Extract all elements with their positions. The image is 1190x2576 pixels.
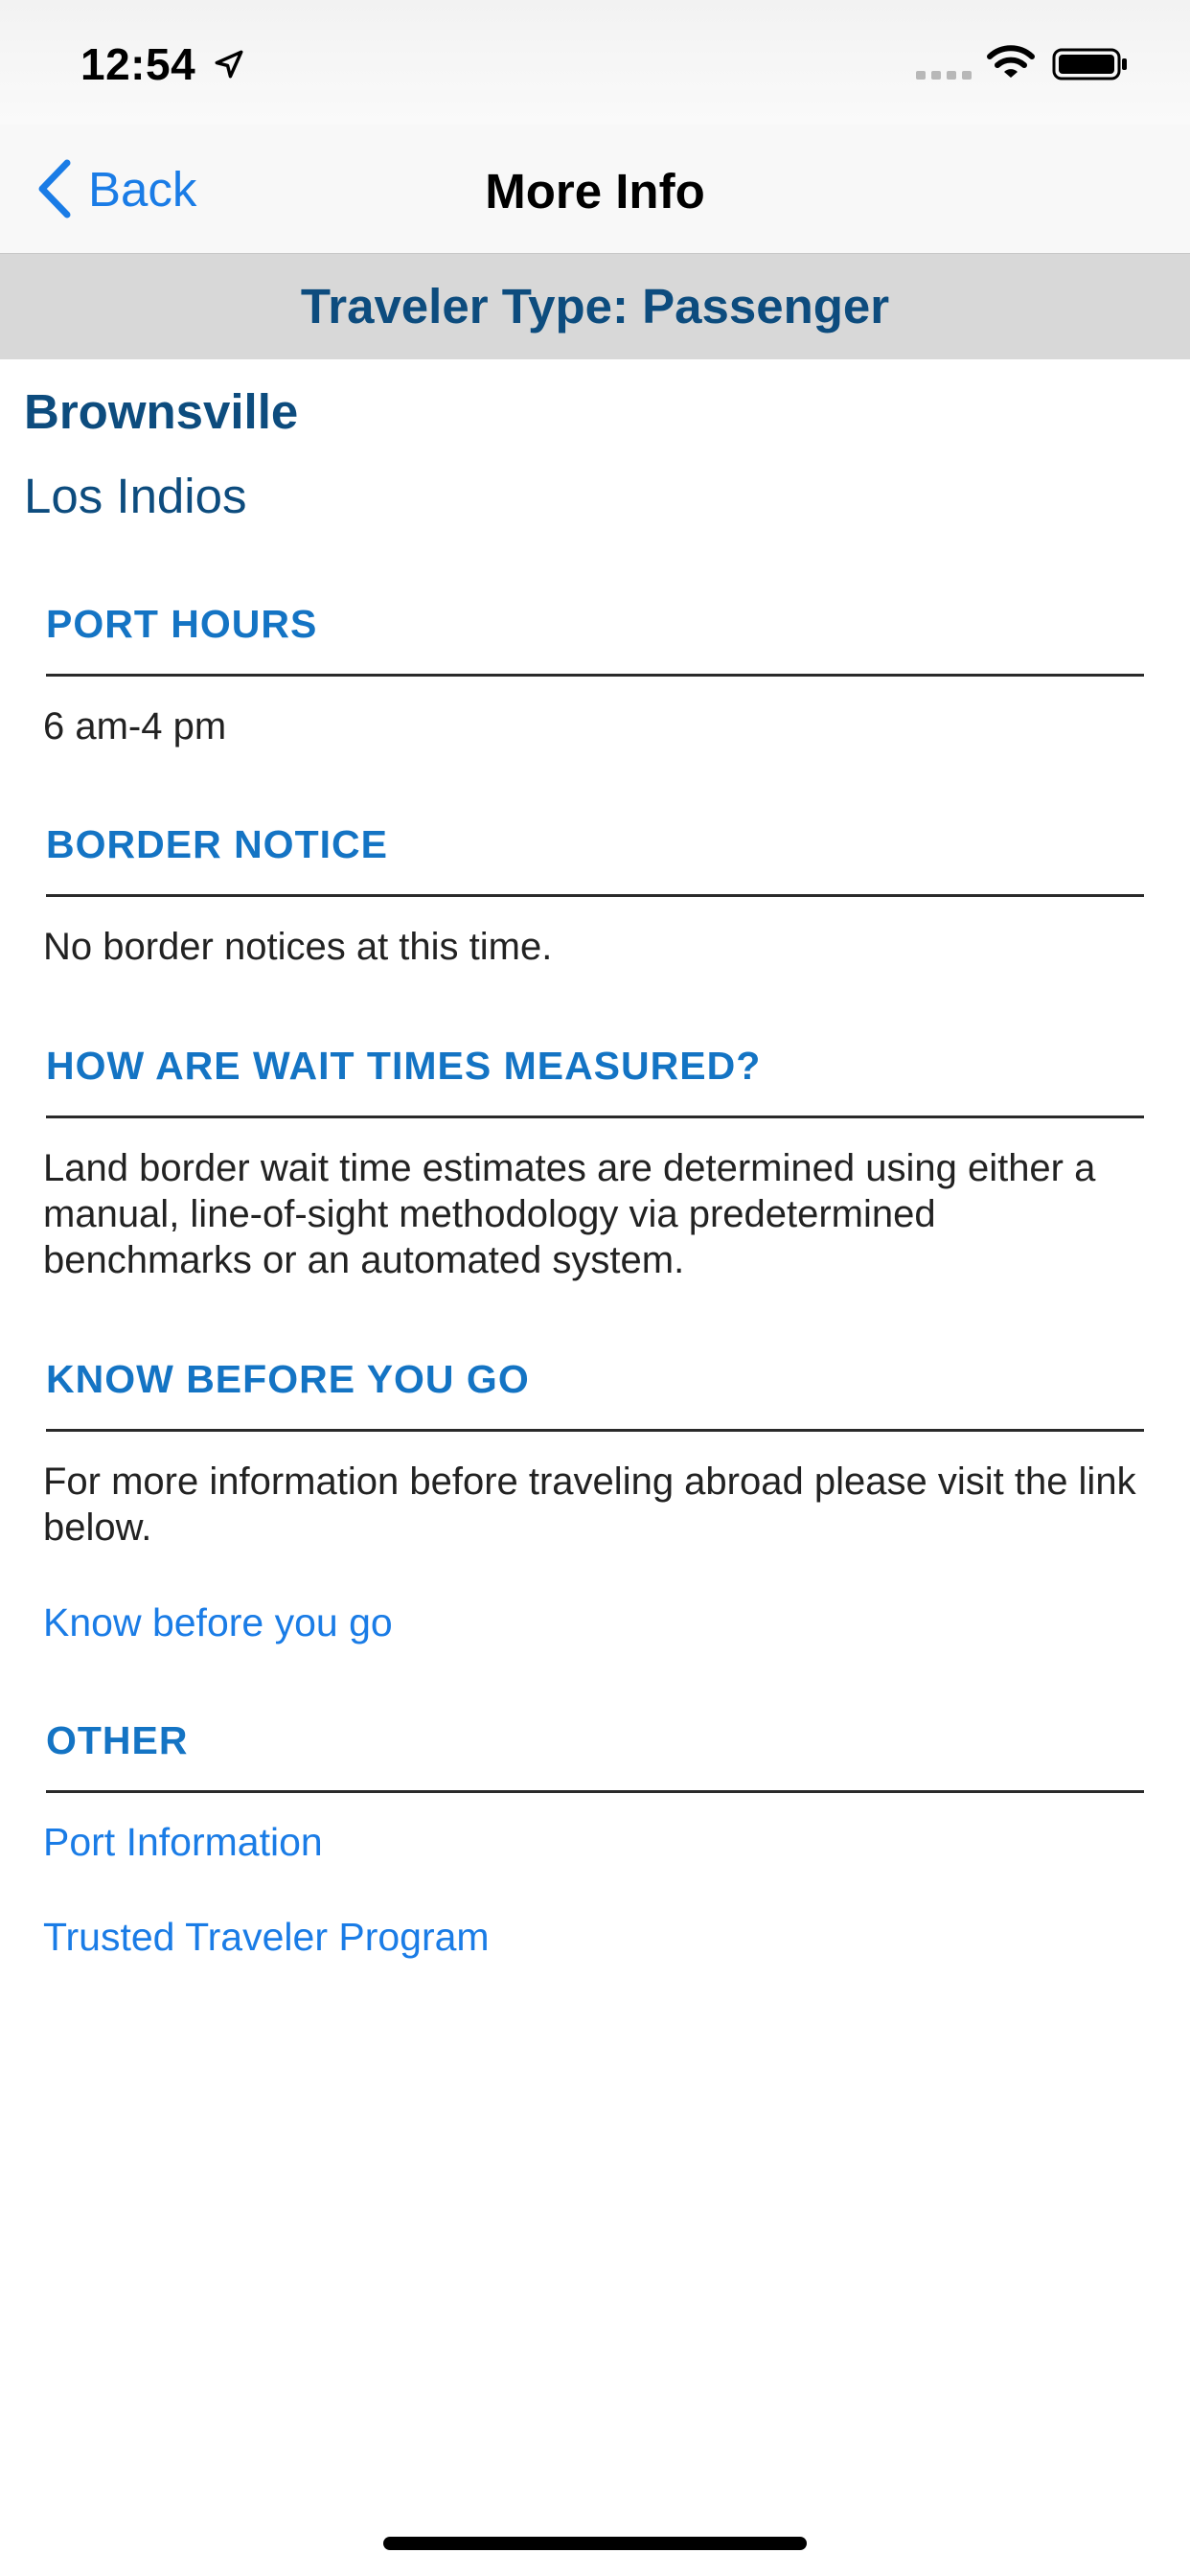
chevron-left-icon: [34, 159, 73, 218]
crossing-name: Los Indios: [24, 469, 247, 523]
location-arrow-icon: [213, 48, 245, 80]
know-before-section: [43, 1357, 1144, 1645]
back-label: Back: [88, 161, 197, 217]
section-title: KNOW BEFORE YOU GO: [46, 1357, 1144, 1432]
traveler-type-banner: Traveler Type: Passenger: [0, 254, 1190, 359]
status-time: 12:54: [80, 39, 196, 89]
border-notice-section: [43, 822, 1144, 970]
section-title: BORDER NOTICE: [46, 822, 1144, 897]
section-title: HOW ARE WAIT TIMES MEASURED?: [46, 1044, 1144, 1118]
back-button[interactable]: [34, 157, 196, 220]
home-indicator[interactable]: [383, 2537, 807, 2550]
other-section: [43, 1718, 1144, 1960]
battery-icon: [1052, 46, 1129, 82]
wifi-icon: [987, 44, 1035, 80]
know-before-link[interactable]: Know before you go: [43, 1600, 393, 1644]
trusted-traveler-link[interactable]: Trusted Traveler Program: [43, 1915, 490, 1959]
port-name: Brownsville: [24, 384, 299, 439]
port-hours-section: [43, 602, 1144, 749]
border-notice-text: No border notices at this time.: [43, 926, 553, 968]
know-before-text: For more information before traveling abroad please visit the link below.: [43, 1460, 1136, 1549]
section-title: PORT HOURS: [46, 602, 1144, 677]
wait-times-section: [43, 1044, 1144, 1283]
cell-signal-icon: [916, 69, 972, 80]
wait-times-text: Land border wait time estimates are determined using either a manual, line-of-sight methodology via predetermined benchmarks or an automated system.: [43, 1147, 1096, 1281]
section-title: OTHER: [46, 1718, 1144, 1793]
status-bar: [0, 0, 1190, 125]
navigation-bar: [0, 125, 1190, 254]
port-information-link[interactable]: Port Information: [43, 1820, 323, 1864]
port-hours-text: 6 am-4 pm: [43, 705, 227, 748]
page-title: More Info: [485, 164, 705, 218]
